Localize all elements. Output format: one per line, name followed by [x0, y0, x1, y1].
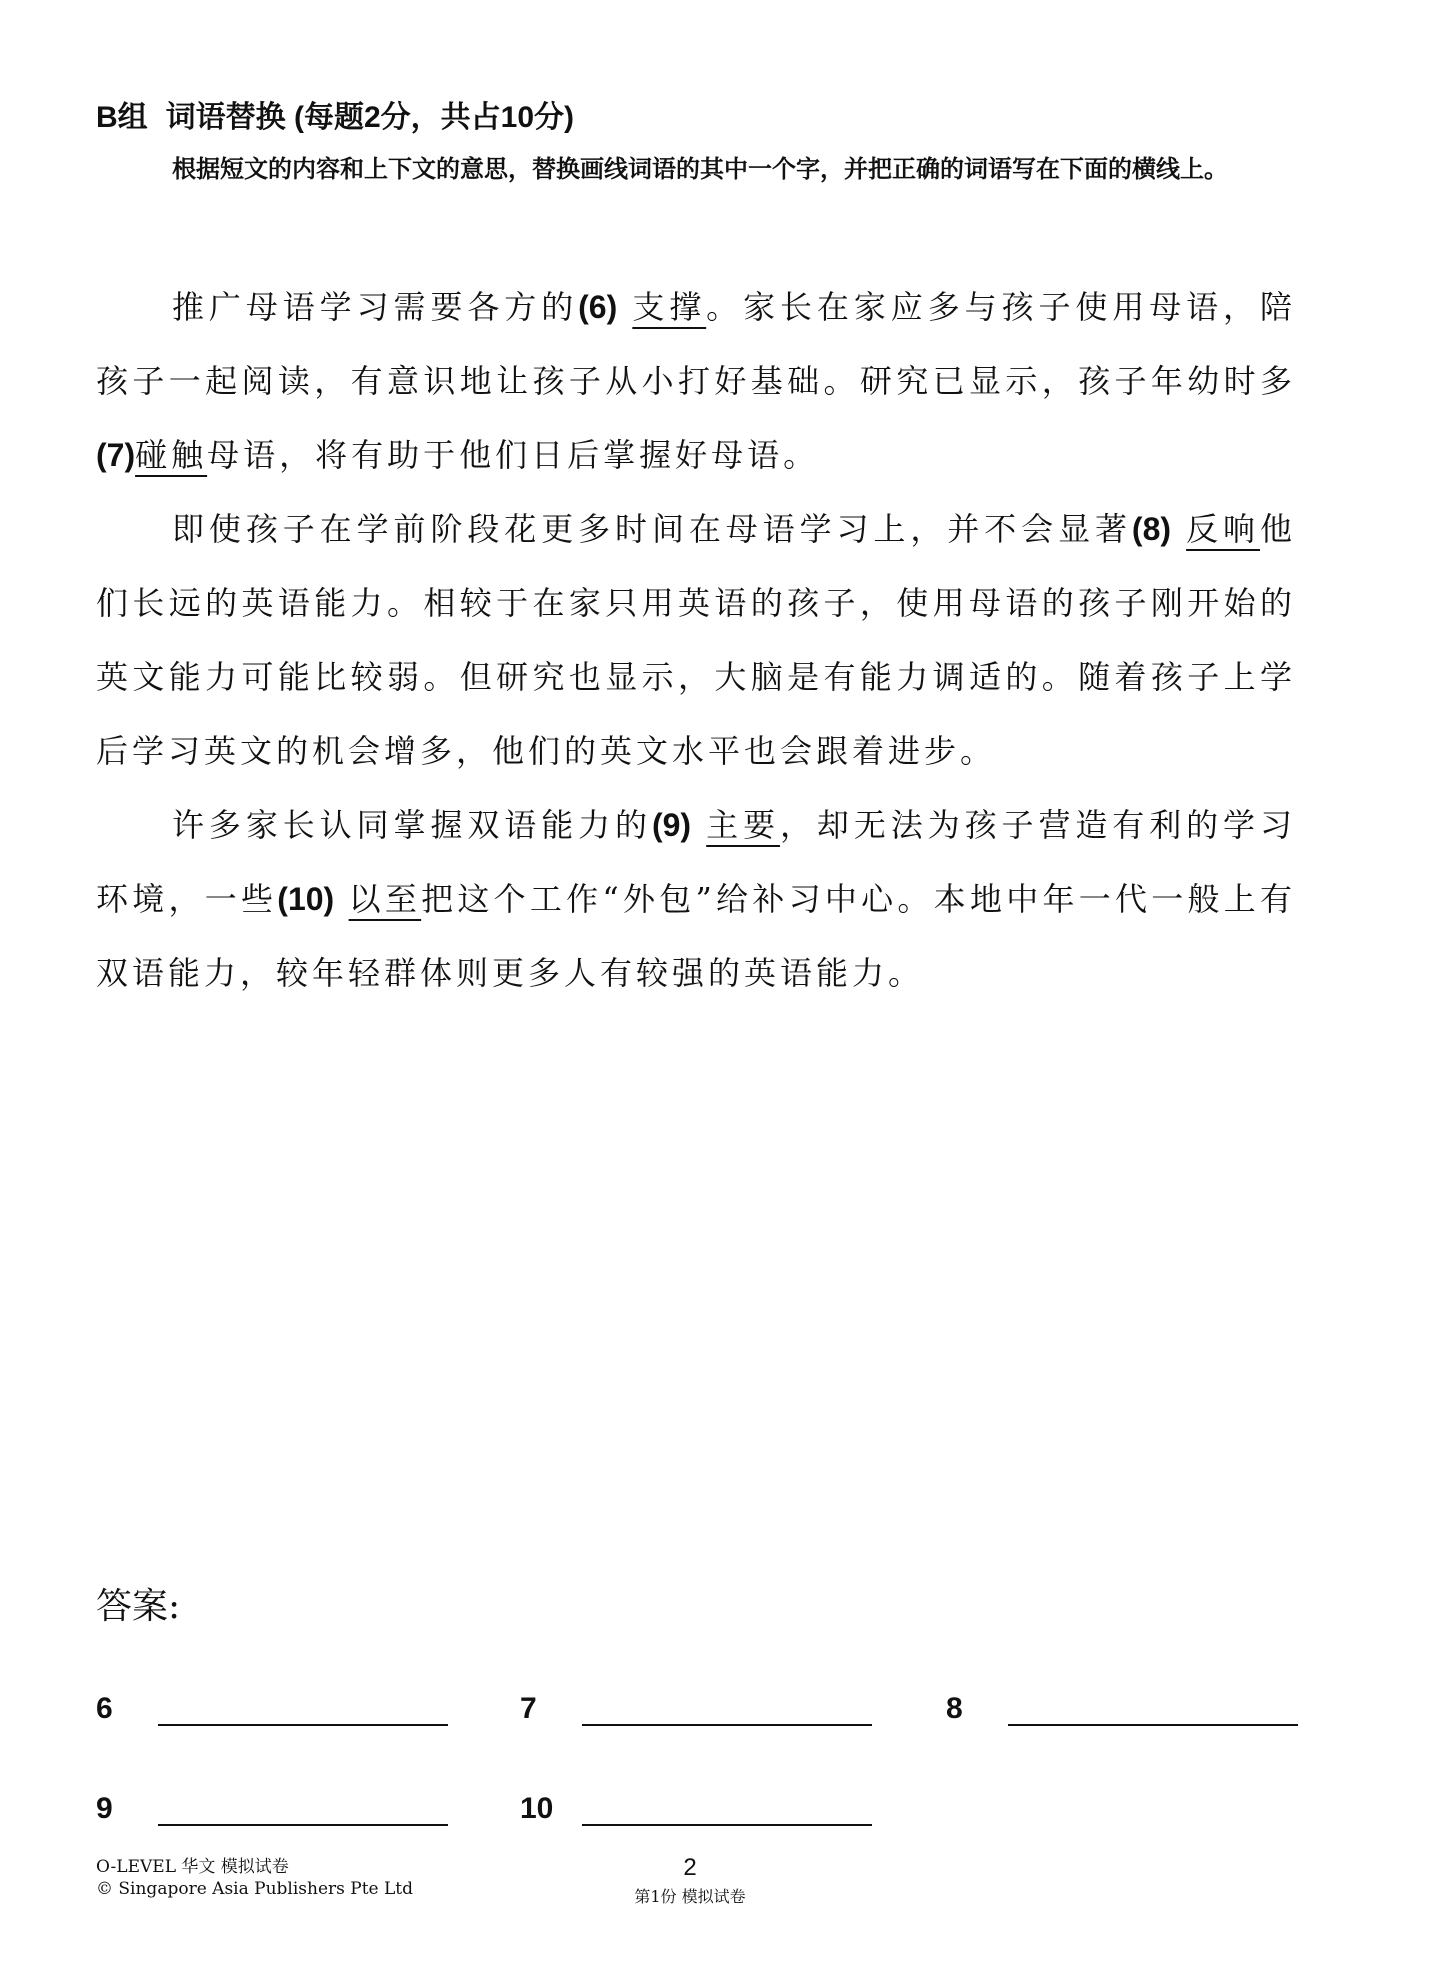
answer-label: 10: [520, 1792, 554, 1825]
section-title: 词语替换 (每题2分，共占10分): [165, 101, 575, 134]
text-run: 即使孩子在学前阶段花更多时间在母语学习上，并不会显著: [172, 510, 1132, 548]
answer-8: [946, 1690, 1298, 1726]
answer-label: 8: [946, 1692, 963, 1725]
text-run: ，却无法为孩子营造有利的学习环境，一些: [96, 806, 1296, 918]
answer-10: [520, 1790, 872, 1826]
answer-line[interactable]: [582, 1690, 872, 1726]
answer-label: 9: [96, 1792, 113, 1825]
question-number-9: (9): [651, 807, 692, 843]
answer-line[interactable]: [1008, 1690, 1298, 1726]
answer-6: [96, 1690, 448, 1726]
answer-7: [520, 1690, 872, 1726]
underlined-word-6: 支撑: [632, 288, 707, 326]
underlined-word-7: 碰触: [135, 436, 208, 474]
underlined-word-9: 主要: [706, 806, 781, 844]
section-instructions: 根据短文的内容和上下文的意思，替换画线词语的其中一个字，并把正确的词语写在下面的横线上。: [172, 156, 1228, 183]
passage: [96, 270, 1296, 1010]
answer-label: 6: [96, 1692, 113, 1725]
paragraph-3: [96, 788, 1296, 1010]
answer-label: 7: [520, 1692, 537, 1725]
question-number-7: (7): [96, 437, 136, 473]
answer-9: [96, 1790, 448, 1826]
section-group-label: B组: [96, 101, 148, 134]
footer-exam-title: O-LEVEL 华文 模拟试卷: [96, 1857, 289, 1877]
underlined-word-8: 反响: [1186, 510, 1260, 548]
answer-title: 答案:: [96, 1586, 181, 1627]
answer-line[interactable]: [158, 1690, 448, 1726]
page-subtitle: 第1份 模拟试卷: [634, 1887, 746, 1906]
paragraph-1: [96, 270, 1296, 492]
question-number-8: (8): [1131, 511, 1172, 547]
answer-line[interactable]: [582, 1790, 872, 1826]
question-number-6: (6): [578, 289, 618, 325]
text-run: 许多家长认同掌握双语能力的: [172, 806, 652, 844]
answer-line[interactable]: [158, 1790, 448, 1826]
footer-copyright: © Singapore Asia Publishers Pte Ltd: [96, 1879, 414, 1899]
footer-publisher: [96, 1856, 413, 1900]
text-run: 把这个工作“外包”给补习中心。本地中年一代一般上有双语能力，较年轻群体则更多人有较强的英语能力。: [96, 880, 1296, 992]
underlined-word-10: 以至: [348, 880, 422, 918]
text-run: 他们长远的英语能力。相较于在家只用英语的孩子，使用母语的孩子刚开始的英文能力可能比较弱。但研究也显示，大脑是有能力调适的。随着孩子上学后学习英文的机会增多，他们的英文水平也会跟着进步。: [96, 510, 1296, 770]
paragraph-2: [96, 492, 1296, 788]
page-number: 2: [683, 1854, 697, 1881]
section-header: [96, 92, 574, 136]
text-run: 母语，将有助于他们日后掌握好母语。: [207, 436, 820, 474]
footer-page: [600, 1854, 780, 1907]
question-number-10: (10): [277, 881, 335, 917]
text-run: 。家长在家应多与孩子使用母语，陪孩子一起阅读，有意识地让孩子从小打好基础。研究已显示，孩子年幼时多: [96, 288, 1296, 400]
text-run: 推广母语学习需要各方的: [172, 288, 579, 326]
